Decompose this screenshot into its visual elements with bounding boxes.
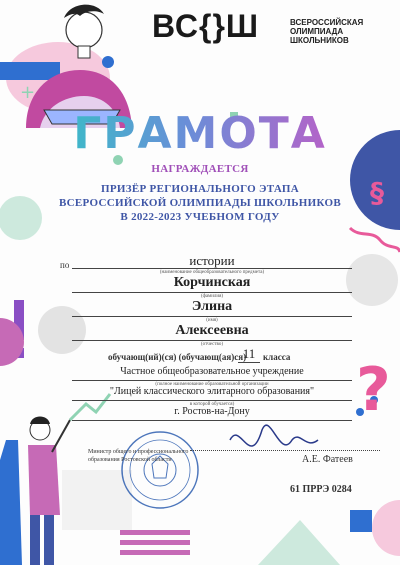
school-caption: (полное наименование образовательной организации <box>155 382 269 387</box>
school-type: Частное общеобразовательное учреждение <box>120 366 304 377</box>
olympiad-name-line-2: ОЛИМПИАДА <box>290 27 344 36</box>
school-name: "Лицей классического элитарного образования" <box>109 386 315 397</box>
grade-value: 11 <box>242 346 256 361</box>
award-description <box>0 182 400 224</box>
grade-prefix: обучающ(ий)(ся) (обучающ(ая)ся) <box>108 352 247 362</box>
grade-suffix: класса <box>263 352 291 362</box>
section-symbol: § <box>370 176 384 209</box>
surname-caption: (фамилия) <box>200 294 224 299</box>
award-line-2: ВСЕРОССИЙСКОЙ ОЛИМПИАДЫ ШКОЛЬНИКОВ <box>59 197 341 209</box>
subject-value: истории <box>189 253 235 268</box>
subject-prefix: по <box>60 260 70 270</box>
olympiad-logo-mark: ВС{}Ш <box>152 8 260 44</box>
surname-value: Корчинская <box>173 275 251 290</box>
question-mark-icon: ? <box>356 355 391 425</box>
award-line-1: ПРИЗЁР РЕГИОНАЛЬНОГО ЭТАПА <box>101 183 299 195</box>
first-name-value: Элина <box>191 299 233 314</box>
olympiad-name <box>290 18 363 45</box>
first-name-caption: (имя) <box>206 318 218 323</box>
patronymic-value: Алексеевна <box>175 323 249 338</box>
city-caption: в которой обучается) <box>189 402 235 407</box>
official-stamp <box>122 432 198 508</box>
school-city: г. Ростов-на-Дону <box>174 406 250 417</box>
award-line-3: В 2022-2023 УЧЕБНОМ ГОДУ <box>120 211 280 223</box>
patronymic-caption: (отчество) <box>200 342 224 347</box>
ministry-title: Министр общего и профессионального образования Ростовской области <box>88 449 189 463</box>
olympiad-name-line-1: ВСЕРОССИЙСКАЯ <box>290 18 364 27</box>
subject-caption: (наименование общеобразовательного предмета) <box>159 270 265 275</box>
minister-name: А.Е. Фатеев <box>302 454 353 465</box>
certificate-title: ГРАМОТА <box>73 108 327 159</box>
awarded-label: НАГРАЖДАЕТСЯ <box>151 163 249 175</box>
olympiad-name-line-3: ШКОЛЬНИКОВ <box>290 36 349 45</box>
signature-scribble <box>230 425 318 446</box>
svg-text:+: + <box>20 82 36 103</box>
certificate-number: 61 ПРРЭ 0284 <box>290 484 352 495</box>
